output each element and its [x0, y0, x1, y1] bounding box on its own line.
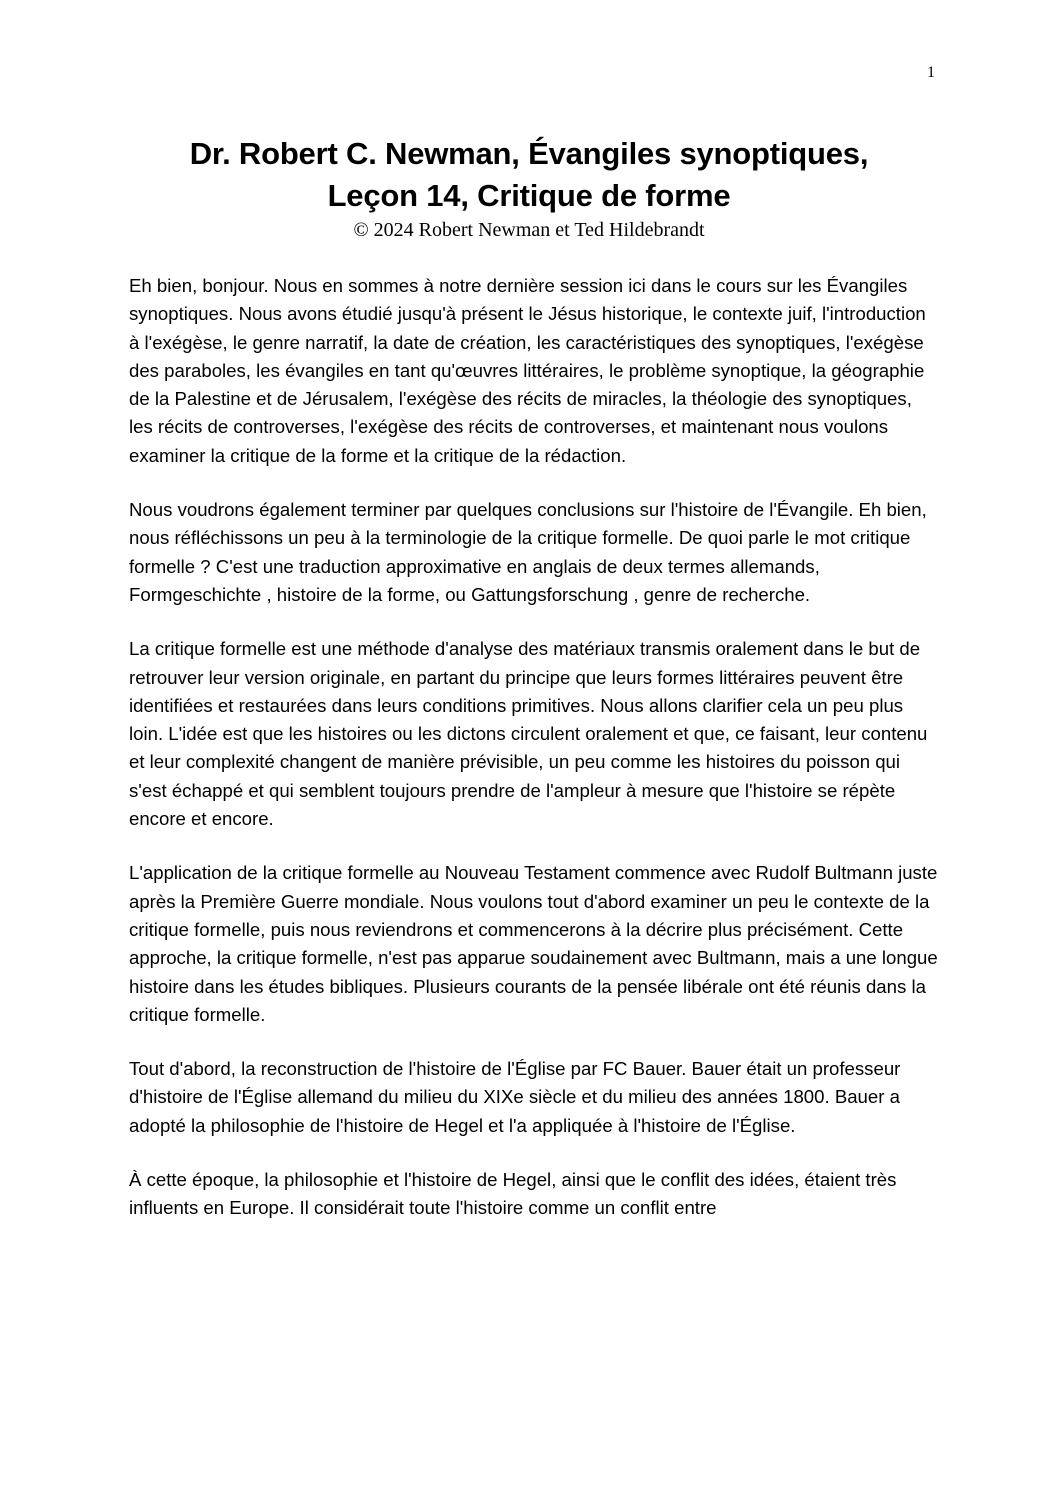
- page-number: 1: [927, 64, 935, 81]
- document-body: [129, 272, 939, 1249]
- copyright-line: © 2024 Robert Newman et Ted Hildebrandt: [353, 219, 705, 241]
- document-title: [0, 133, 1058, 217]
- paragraph: Eh bien, bonjour. Nous en sommes à notre dernière session ici dans le cours sur les Évangiles synoptiques. Nous avons étudié jusqu'à présent le Jésus historique, le contexte juif, l'introduction à l'exégèse, le genre narratif, la date de création, les caractéristiques des synoptiques, l'exégèse des paraboles, les évangiles en tant qu'œuvres littéraires, le problème synoptique, la géographie de la Palestine et de Jérusalem, l'exégèse des récits de miracles, la théologie des synoptiques, les récits de controverses, l'exégèse des récits de controverses, et maintenant nous voulons examiner la critique de la forme et la critique de la rédaction.: [129, 275, 926, 466]
- paragraph: Tout d'abord, la reconstruction de l'histoire de l'Église par FC Bauer. Bauer était un professeur d'histoire de l'Église allemand du milieu du XIXe siècle et du milieu des années 1800. Bauer a adopté la philosophie de l'histoire de Hegel et l'a appliquée à l'histoire de l'Église.: [129, 1058, 901, 1136]
- paragraph: À cette époque, la philosophie et l'histoire de Hegel, ainsi que le conflit des idées, étaient très influents en Europe. Il considérait toute l'histoire comme un conflit entre: [129, 1169, 897, 1219]
- title-line-2: Leçon 14, Critique de forme: [327, 178, 731, 213]
- paragraph: La critique formelle est une méthode d'analyse des matériaux transmis oralement dans le but de retrouver leur version originale, en partant du principe que leurs formes littéraires peuvent être identifiées et restaurées dans leurs conditions primitives. Nous allons clarifier cela un peu plus loin. L'idée est que les histoires ou les dictons circulent oralement et que, ce faisant, leur contenu et leur complexité changent de manière prévisible, un peu comme les histoires du poisson qui s'est échappé et qui semblent toujours prendre de l'ampleur à mesure que l'histoire se répète encore et encore.: [129, 638, 928, 830]
- paragraph: Nous voudrons également terminer par quelques conclusions sur l'histoire de l'Évangile. Eh bien, nous réfléchissons un peu à la terminologie de la critique formelle. De quoi parle le mot critique formelle ? C'est une traduction approximative en anglais de deux termes allemands, Formgeschichte , histoire de la forme, ou Gattungsforschung , genre de recherche.: [129, 499, 927, 605]
- paragraph: L'application de la critique formelle au Nouveau Testament commence avec Rudolf Bultmann juste après la Première Guerre mondiale. Nous voulons tout d'abord examiner un peu le contexte de la critique formelle, puis nous reviendrons et commencerons à la décrire plus précisément. Cette approche, la critique formelle, n'est pas apparue soudainement avec Bultmann, mais a une longue histoire dans les études bibliques. Plusieurs courants de la pensée libérale ont été réunis dans la critique formelle.: [129, 862, 938, 1025]
- title-line-1: Dr. Robert C. Newman, Évangiles synoptiques,: [189, 136, 869, 171]
- document-header: [0, 133, 1058, 242]
